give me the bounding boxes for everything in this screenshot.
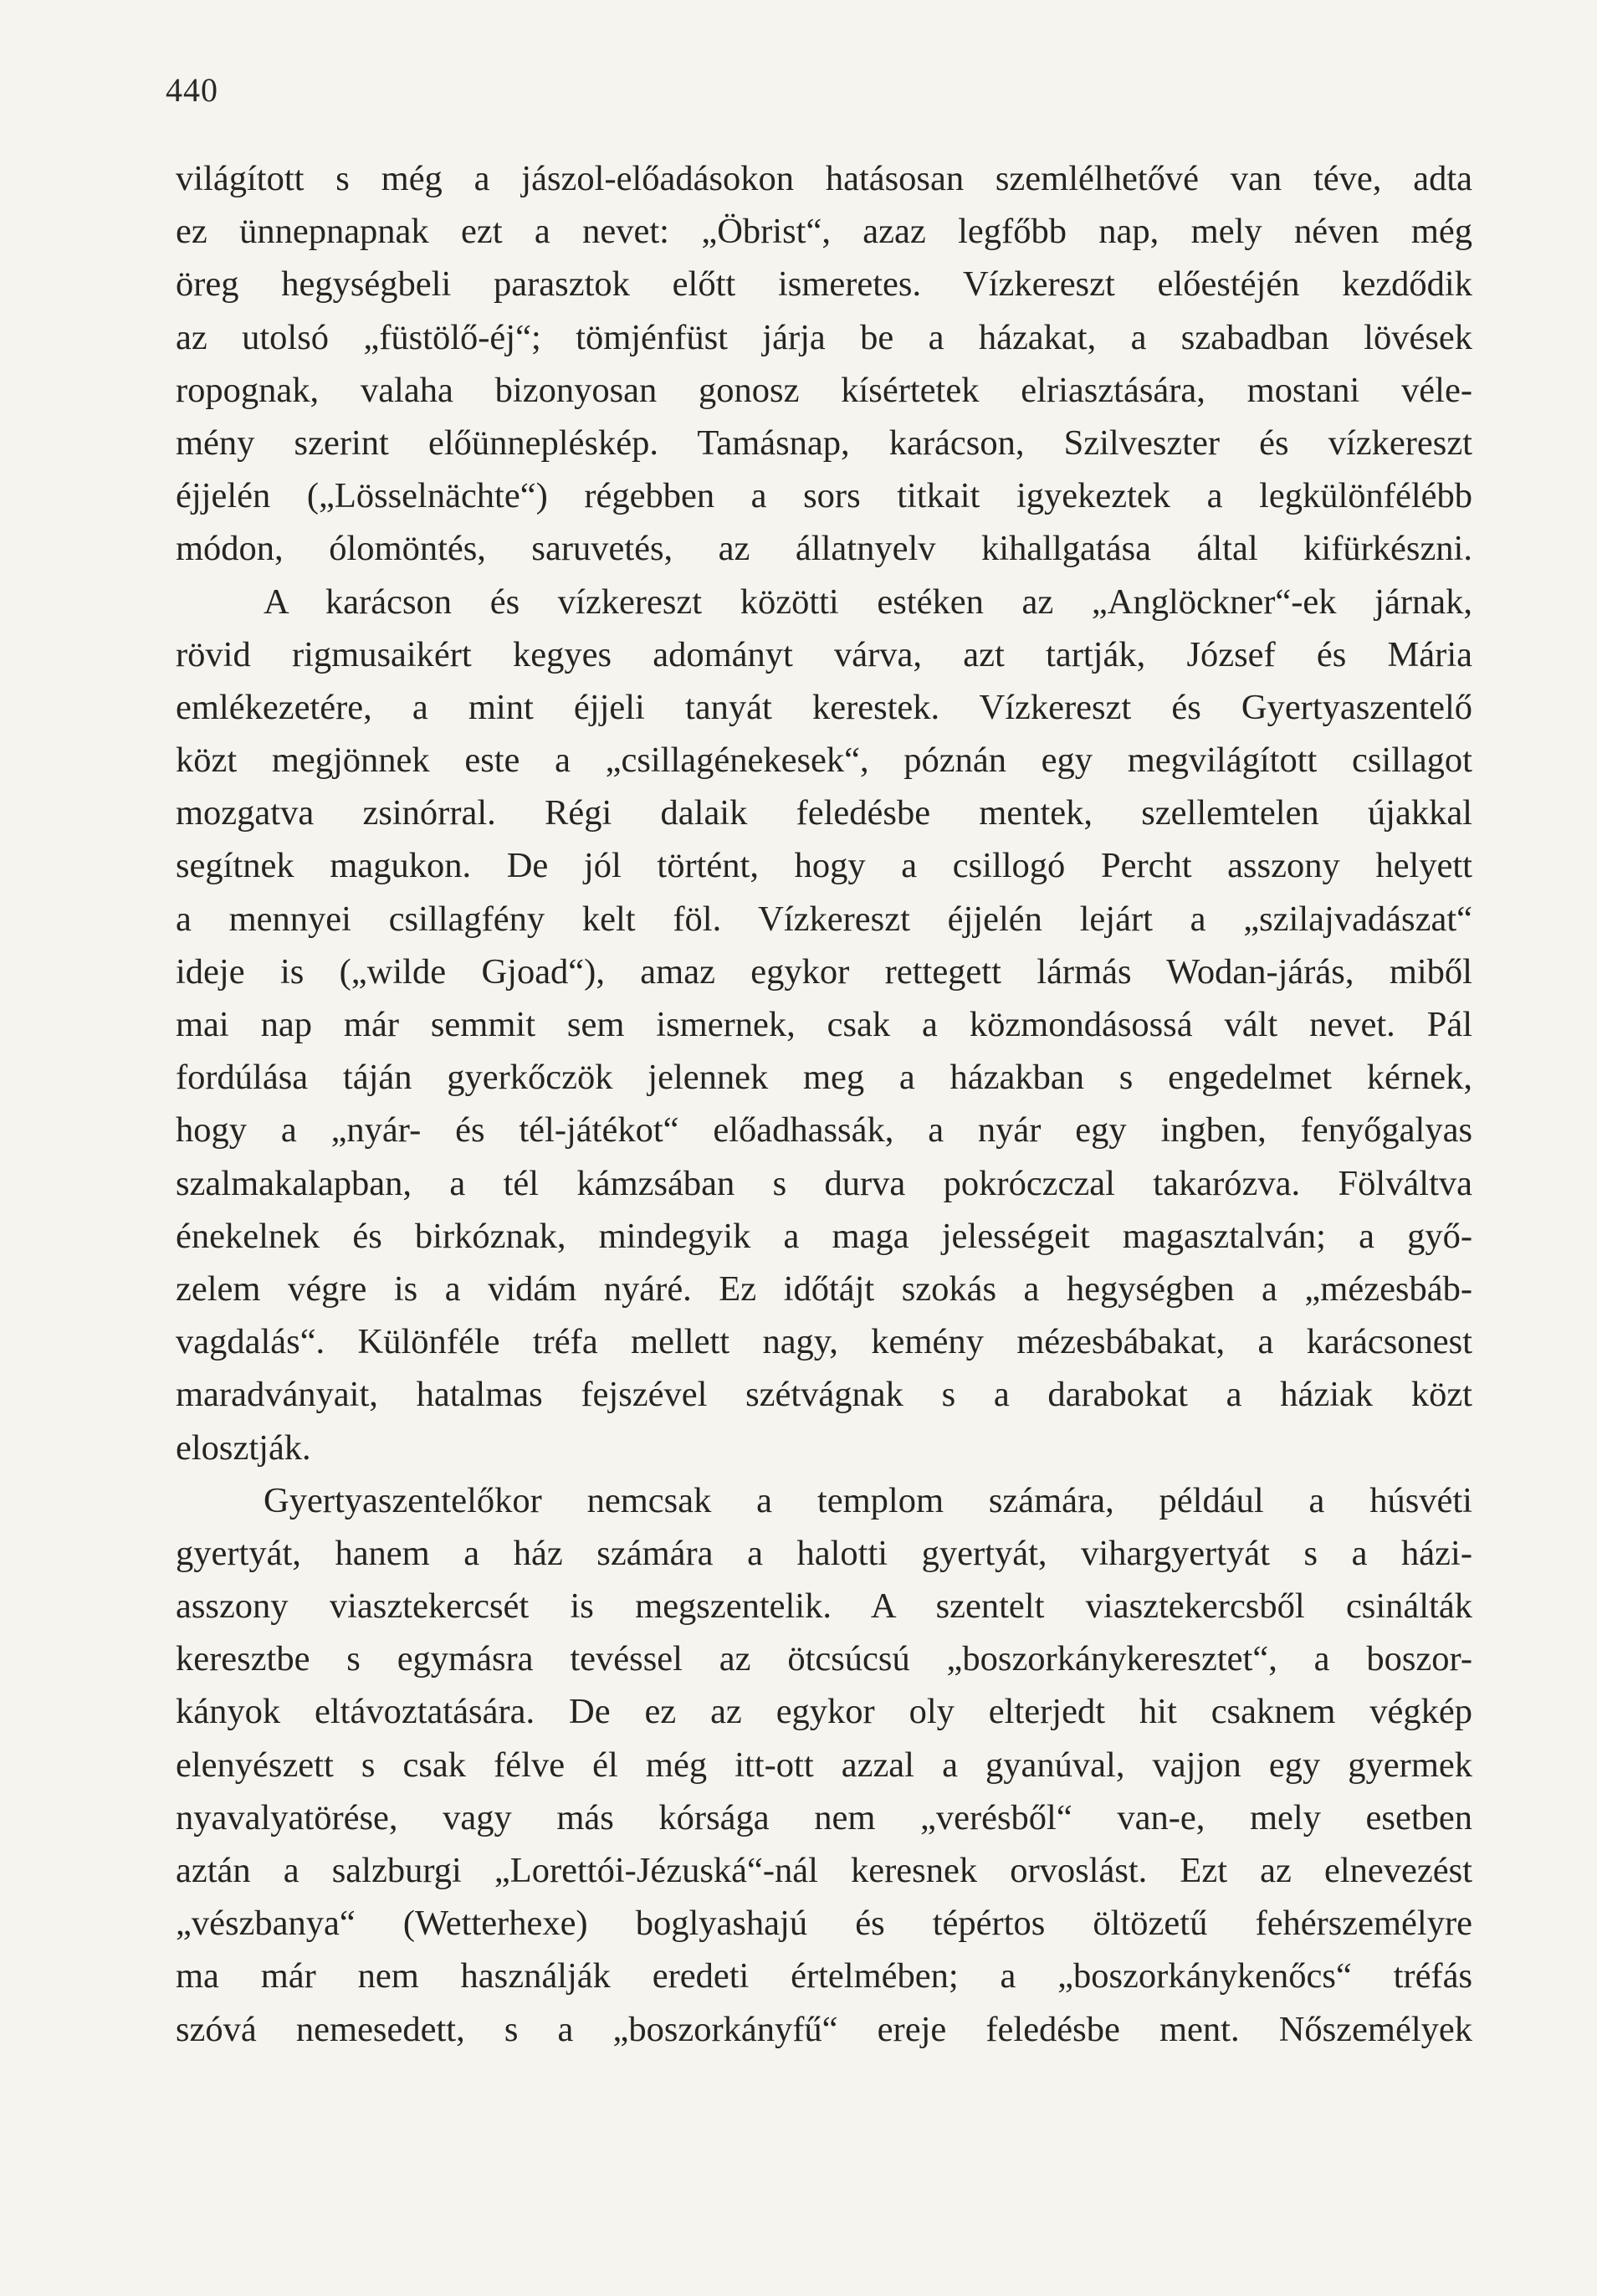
text-line: vagdalás“. Különféle tréfa mellett nagy, kemény mézesbábakat, a karácsonest [176,1322,1472,1362]
text-line: mozgatva zsinórral. Régi dalaik feledésbe mentek, szellemtelen újakkal [176,793,1472,833]
text-line: gyertyát, hanem a ház számára a halotti gyertyát, vihargyertyát s a házi- [176,1533,1472,1573]
text-line: öreg hegységbeli parasztok előtt ismeretes. Vízkereszt előestéjén kezdődik [176,264,1472,305]
page-number: 440 [166,71,218,109]
text-line: világított s még a jászol-előadásokon hatásosan szemlélhetővé van téve, adta [176,159,1472,198]
text-line: az utolsó „füstölő-éj“; tömjénfüst járja be a házakat, a szabadban lövések [176,317,1472,357]
text-line: keresztbe s egymásra tevéssel az ötcsúcsú „boszorkánykeresztet“, a boszor- [176,1639,1472,1679]
text-line: segítnek magukon. De jól történt, hogy a csillogó Percht asszony helyett [176,846,1472,886]
text-line: ez ünnepnapnak ezt a nevet: „Öbrist“, azaz legfőbb nap, mely néven még [176,212,1472,252]
text-line: kányok eltávoztatására. De ez az egykor oly elterjedt hit csaknem végkép [176,1692,1472,1732]
text-line: maradványait, hatalmas fejszével szétvágnak s a darabokat a háziak közt [176,1375,1472,1415]
text-line: szalmakalapban, a tél kámzsában s durva pokróczczal takarózva. Fölváltva [176,1163,1472,1203]
text-line: éjjelén („Lösselnächte“) régebben a sors titkait igyekeztek a legkülönfélébb [176,476,1472,516]
text-line: fordúlása táján gyerkőczök jelennek meg a házakban s engedelmet kérnek, [176,1058,1472,1098]
text-line: nyavalyatörése, vagy más kórsága nem „verésből“ van-e, mely esetben [176,1797,1472,1837]
text-line: hogy a „nyár- és tél-játékot“ előadhassák, a nyár egy ingben, fenyőgalyas [176,1110,1472,1151]
text-line: A karácson és vízkereszt közötti estéken az „Anglöckner“-ek járnak, [264,582,1472,622]
text-line: elenyészett s csak félve él még itt-ott azzal a gyanúval, vajjon egy gyermek [176,1745,1472,1785]
text-line: ma már nem használják eredeti értelmében; a „boszorkánykenőcs“ tréfás [176,1956,1472,1996]
text-line: mai nap már semmit sem ismernek, csak a közmondásossá vált nevet. Pál [176,1005,1472,1044]
text-line: a mennyei csillagfény kelt föl. Vízkereszt éjjelén lejárt a „szilajvadászat“ [176,899,1472,939]
text-line: mény szerint előünnepléskép. Tamásnap, karácson, Szilveszter és vízkereszt [176,423,1472,463]
body-text [176,152,1472,2056]
text-line: rövid rigmusaikért kegyes adományt várva, azt tartják, József és Mária [176,634,1472,674]
text-line: aztán a salzburgi „Lorettói-Jézuská“-nál keresnek orvoslást. Ezt az elnevezést [176,1851,1472,1890]
text-line: „vészbanya“ (Wetterhexe) boglyashajú és tépértos öltözetű fehérszemélyre [176,1904,1472,1944]
text-line: módon, ólomöntés, saruvetés, az állatnyelv kihallgatása által kifürkészni. [176,529,1472,569]
paragraph [176,1474,1472,2056]
text-line: zelem végre is a vidám nyáré. Ez időtájt szokás a hegységben a „mézesbáb- [176,1268,1472,1309]
text-line: ropognak, valaha bizonyosan gonosz kísértetek elriasztására, mostani véle- [176,370,1472,410]
paragraph [176,152,1472,1474]
text-line: ideje is („wilde Gjoad“), amaz egykor rettegett lármás Wodan-járás, miből [176,951,1472,992]
text-line: emlékezetére, a mint éjjeli tanyát kerestek. Vízkereszt és Gyertyaszentelő [176,687,1472,727]
text-line: Gyertyaszentelőkor nemcsak a templom számára, például a húsvéti [264,1480,1472,1520]
text-line: asszony viasztekercsét is megszentelik. A szentelt viasztekercsből csinálták [176,1586,1472,1627]
text-line: elosztják. [176,1427,311,1468]
text-line: énekelnek és birkóznak, mindegyik a maga jelességeit magasztalván; a győ- [176,1216,1472,1256]
text-line: közt megjönnek este a „csillagénekesek“, póznán egy megvilágított csillagot [176,741,1472,781]
text-line: szóvá nemesedett, s a „boszorkányfű“ ereje feledésbe ment. Nőszemélyek [176,2009,1472,2049]
